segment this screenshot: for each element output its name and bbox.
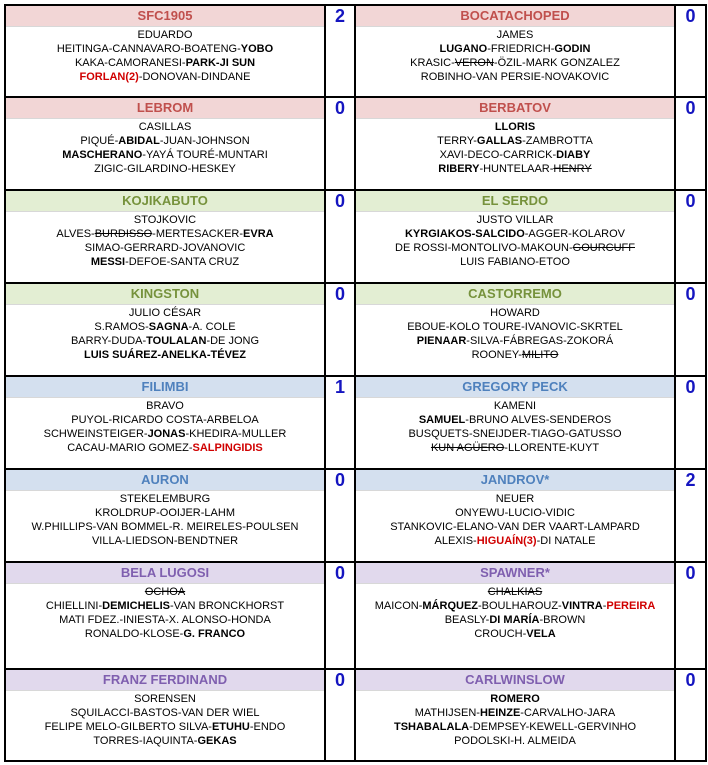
lineup-line bbox=[356, 120, 674, 134]
team-cell-away bbox=[355, 562, 675, 669]
player-name: KAKA-CAMORANESI- bbox=[74, 57, 186, 69]
lineup-line bbox=[356, 42, 674, 56]
lineup-line bbox=[6, 506, 324, 520]
player-name: LUIS SUÁREZ-ANELKA-TÉVEZ bbox=[84, 349, 246, 361]
player-name: EBOUE-KOLO TOURE-IVANOVIC-SKRTEL bbox=[407, 321, 623, 333]
player-name: -LLORENTE-KUYT bbox=[504, 442, 600, 454]
lineup-line bbox=[356, 255, 674, 269]
score-cell: 0 bbox=[675, 190, 706, 283]
player-name: BARRY-DUDA- bbox=[70, 335, 147, 347]
team-cell-home bbox=[5, 469, 325, 562]
score-cell: 2 bbox=[325, 5, 355, 97]
lineup-line bbox=[356, 227, 674, 241]
team-cell-away bbox=[355, 5, 675, 97]
player-name: DEMICHELIS bbox=[102, 600, 170, 612]
player-name: MESSI bbox=[90, 256, 126, 268]
lineup-line bbox=[6, 441, 324, 455]
player-name: -DONOVAN-DINDANE bbox=[138, 71, 251, 83]
player-name: KUN AGÜERO bbox=[430, 442, 505, 454]
player-name: - bbox=[602, 600, 607, 612]
matchup-row bbox=[5, 190, 706, 283]
lineup-line bbox=[6, 413, 324, 427]
score-cell: 1 bbox=[325, 376, 355, 469]
team-name: JANDROV* bbox=[356, 470, 674, 491]
score-cell: 0 bbox=[675, 562, 706, 669]
team-cell-home bbox=[5, 5, 325, 97]
team-name: BELA LUGOSI bbox=[6, 563, 324, 584]
lineup-line bbox=[356, 241, 674, 255]
lineup-line bbox=[6, 427, 324, 441]
team-name: CARLWINSLOW bbox=[356, 670, 674, 691]
team-cell-home bbox=[5, 190, 325, 283]
player-name: -BROWN bbox=[539, 614, 586, 626]
player-name: GALLAS bbox=[476, 135, 523, 147]
player-name: ROMERO bbox=[490, 693, 540, 705]
player-name: CHALKIAS bbox=[487, 586, 543, 598]
lineup-line bbox=[6, 334, 324, 348]
player-name: -A. COLE bbox=[188, 321, 236, 333]
lineup-line bbox=[6, 348, 324, 362]
lineup bbox=[6, 212, 324, 269]
team-name: GREGORY PECK bbox=[356, 377, 674, 398]
player-name: KYRGIAKOS-SALCIDO bbox=[404, 228, 525, 240]
player-name: FELIPE MELO-GILBERTO SILVA- bbox=[44, 721, 212, 733]
team-cell-home bbox=[5, 283, 325, 376]
lineup-line bbox=[356, 534, 674, 548]
team-cell-home bbox=[5, 669, 325, 761]
player-name: -BOULHAROUZ- bbox=[478, 600, 562, 612]
lineup-line bbox=[6, 148, 324, 162]
player-name: ONYEWU-LUCIO-VIDIC bbox=[455, 507, 575, 519]
player-name: SIMAO-GERRARD-JOVANOVIC bbox=[84, 242, 246, 254]
player-name: -SILVA-FÁBREGAS-ZOKORÁ bbox=[466, 335, 614, 347]
player-name: TSHABALALA bbox=[393, 721, 470, 733]
lineup bbox=[356, 305, 674, 362]
player-name: BUSQUETS-SNEIJDER-TIAGO-GATUSSO bbox=[408, 428, 622, 440]
player-name: PEREIRA bbox=[606, 600, 656, 612]
player-name: PIENAAR bbox=[416, 335, 467, 347]
team-name: BOCATACHOPED bbox=[356, 6, 674, 27]
player-name: -DEMPSEY-KEWELL-GERVINHO bbox=[469, 721, 637, 733]
lineup-line bbox=[6, 585, 324, 599]
player-name: LUGANO bbox=[439, 43, 488, 55]
player-name: GEKAS bbox=[197, 735, 237, 747]
lineup-line bbox=[6, 42, 324, 56]
lineup-line bbox=[356, 213, 674, 227]
player-name: ROONEY- bbox=[471, 349, 522, 361]
player-name: MASCHERANO bbox=[62, 149, 143, 161]
player-name: SAMUEL bbox=[418, 414, 466, 426]
matchup-row bbox=[5, 283, 706, 376]
lineup-line bbox=[6, 706, 324, 720]
lineup-line bbox=[356, 599, 674, 613]
lineup-line bbox=[6, 492, 324, 506]
player-name: PARK-JI SUN bbox=[185, 57, 256, 69]
player-name: BEASLY- bbox=[444, 614, 490, 626]
player-name: JULIO CÉSAR bbox=[128, 307, 202, 319]
player-name: HENRY bbox=[553, 163, 592, 175]
player-name: -FRIEDRICH- bbox=[487, 43, 555, 55]
lineup bbox=[356, 691, 674, 748]
lineup-line bbox=[6, 227, 324, 241]
team-name: FILIMBI bbox=[6, 377, 324, 398]
player-name: CASILLAS bbox=[138, 121, 192, 133]
player-name: VELA bbox=[526, 628, 556, 640]
player-name: -ENDO bbox=[249, 721, 286, 733]
score-cell: 0 bbox=[675, 283, 706, 376]
team-cell-home bbox=[5, 562, 325, 669]
player-name: DI MARÍA bbox=[489, 614, 540, 626]
player-name: ROBINHO-VAN PERSIE-NOVAKOVIC bbox=[420, 71, 610, 83]
player-name: KAMENI bbox=[493, 400, 537, 412]
lineup-line bbox=[356, 585, 674, 599]
lineup-line bbox=[356, 520, 674, 534]
player-name: SORENSEN bbox=[134, 693, 196, 705]
player-name: ALEXIS- bbox=[434, 535, 477, 547]
team-cell-away bbox=[355, 97, 675, 190]
lineup-line bbox=[6, 213, 324, 227]
player-name: STOJKOVIC bbox=[133, 214, 197, 226]
lineup bbox=[6, 398, 324, 455]
player-name: VILLA-LIEDSON-BENDTNER bbox=[91, 535, 239, 547]
player-name: MILITO bbox=[521, 349, 559, 361]
lineup-line bbox=[356, 413, 674, 427]
player-name: KRASIC- bbox=[410, 57, 455, 69]
player-name: CHIELLINI- bbox=[45, 600, 103, 612]
player-name: HEITINGA-CANNAVARO-BOATENG- bbox=[56, 43, 241, 55]
team-name: KINGSTON bbox=[6, 284, 324, 305]
matchup-row bbox=[5, 376, 706, 469]
team-name: SPAWNER* bbox=[356, 563, 674, 584]
lineup bbox=[6, 584, 324, 641]
matchup-table bbox=[4, 4, 707, 762]
lineup-line bbox=[6, 720, 324, 734]
lineup-line bbox=[6, 28, 324, 42]
player-name: TOULALAN bbox=[146, 335, 207, 347]
player-name: -CARVALHO-JARA bbox=[520, 707, 616, 719]
player-name: ZIGIC-GILARDINO-HESKEY bbox=[94, 163, 236, 175]
lineup bbox=[6, 27, 324, 84]
player-name: VERON bbox=[454, 57, 494, 69]
lineup-line bbox=[356, 613, 674, 627]
lineup-line bbox=[6, 241, 324, 255]
team-name: SFC1905 bbox=[6, 6, 324, 27]
team-cell-away bbox=[355, 190, 675, 283]
player-name: -DEFOE-SANTA CRUZ bbox=[125, 256, 240, 268]
team-name: CASTORREMO bbox=[356, 284, 674, 305]
lineup bbox=[356, 491, 674, 548]
matchup-row bbox=[5, 469, 706, 562]
player-name: TORRES-IAQUINTA- bbox=[93, 735, 198, 747]
player-name: MAICON- bbox=[374, 600, 423, 612]
lineup-line bbox=[356, 28, 674, 42]
lineup-line bbox=[6, 56, 324, 70]
lineup-line bbox=[356, 334, 674, 348]
player-name: ALVES- bbox=[56, 228, 95, 240]
player-name: LLORIS bbox=[494, 121, 536, 133]
team-name: AURON bbox=[6, 470, 324, 491]
player-name: S.RAMOS- bbox=[94, 321, 149, 333]
lineup-line bbox=[356, 56, 674, 70]
player-name: ETUHU bbox=[211, 721, 250, 733]
lineup-line bbox=[6, 692, 324, 706]
player-name: SQUILACCI-BASTOS-VAN DER WIEL bbox=[70, 707, 260, 719]
score-cell: 0 bbox=[325, 97, 355, 190]
player-name: -ÖZIL-MARK GONZALEZ bbox=[493, 57, 620, 69]
player-name: GODIN bbox=[554, 43, 591, 55]
score-cell: 0 bbox=[325, 190, 355, 283]
lineup-line bbox=[356, 734, 674, 748]
team-cell-away bbox=[355, 376, 675, 469]
lineup-line bbox=[356, 441, 674, 455]
player-name: JUSTO VILLAR bbox=[476, 214, 554, 226]
score-cell: 0 bbox=[675, 97, 706, 190]
lineup-line bbox=[356, 692, 674, 706]
player-name: CACAU-MARIO GOMEZ- bbox=[67, 442, 193, 454]
player-name: EDUARDO bbox=[137, 29, 193, 41]
player-name: CROUCH- bbox=[474, 628, 527, 640]
lineup bbox=[356, 212, 674, 269]
player-name: -DI NATALE bbox=[536, 535, 596, 547]
player-name: HEINZE bbox=[479, 707, 521, 719]
score-cell: 0 bbox=[325, 562, 355, 669]
lineup-line bbox=[356, 627, 674, 641]
lineup-line bbox=[6, 134, 324, 148]
score-cell: 0 bbox=[675, 669, 706, 761]
player-name: RONALDO-KLOSE- bbox=[84, 628, 184, 640]
lineup bbox=[356, 119, 674, 176]
player-name: -YAYÁ TOURÉ-MUNTARI bbox=[142, 149, 268, 161]
player-name: FORLAN(2) bbox=[79, 71, 139, 83]
player-name: KROLDRUP-OOIJER-LAHM bbox=[95, 507, 235, 519]
score-cell: 0 bbox=[325, 469, 355, 562]
player-name: -ZAMBROTTA bbox=[522, 135, 593, 147]
player-name: XAVI-DECO-CARRICK- bbox=[439, 149, 557, 161]
player-name: DE ROSSI-MONTOLIVO-MAKOUN- bbox=[395, 242, 573, 254]
player-name: MATHIJSEN- bbox=[414, 707, 480, 719]
lineup-line bbox=[6, 520, 324, 534]
player-name: HIGUAÍN(3) bbox=[476, 535, 537, 547]
lineup-line bbox=[356, 492, 674, 506]
lineup-line bbox=[356, 134, 674, 148]
player-name: VINTRA bbox=[561, 600, 603, 612]
matchup-row bbox=[5, 669, 706, 761]
player-name: ABIDAL bbox=[118, 135, 160, 147]
lineup-line bbox=[6, 320, 324, 334]
score-cell: 0 bbox=[325, 283, 355, 376]
score-cell: 0 bbox=[675, 5, 706, 97]
player-name: STANKOVIC-ELANO-VAN DER VAART-LAMPARD bbox=[390, 521, 640, 533]
player-name: TERRY- bbox=[437, 135, 477, 147]
lineup-line bbox=[6, 255, 324, 269]
team-cell-away bbox=[355, 669, 675, 761]
lineup-line bbox=[6, 306, 324, 320]
lineup-line bbox=[6, 613, 324, 627]
player-name: PODOLSKI-H. ALMEIDA bbox=[454, 735, 576, 747]
team-name: BERBATOV bbox=[356, 98, 674, 119]
player-name: SCHWEINSTEIGER- bbox=[43, 428, 148, 440]
player-name: -DE JONG bbox=[206, 335, 260, 347]
player-name: RIBERY bbox=[438, 163, 480, 175]
team-name: FRANZ FERDINAND bbox=[6, 670, 324, 691]
matchup-row bbox=[5, 97, 706, 190]
lineup-line bbox=[6, 399, 324, 413]
player-name: -JUAN-JOHNSON bbox=[159, 135, 250, 147]
player-name: -MERTESACKER- bbox=[152, 228, 244, 240]
score-cell: 0 bbox=[675, 376, 706, 469]
lineup-line bbox=[6, 534, 324, 548]
player-name: HOWARD bbox=[490, 307, 540, 319]
player-name: LUIS FABIANO-ETOO bbox=[460, 256, 570, 268]
player-name: JONAS bbox=[147, 428, 186, 440]
team-cell-away bbox=[355, 469, 675, 562]
player-name: NEUER bbox=[495, 493, 535, 505]
player-name: -VAN BRONCKHORST bbox=[170, 600, 285, 612]
lineup-line bbox=[356, 506, 674, 520]
player-name: BRAVO bbox=[146, 400, 184, 412]
lineup-line bbox=[6, 70, 324, 84]
player-name: JAMES bbox=[496, 29, 534, 41]
lineup-line bbox=[356, 320, 674, 334]
player-name: -BRUNO ALVES-SENDEROS bbox=[465, 414, 612, 426]
lineup bbox=[356, 584, 674, 641]
player-name: YOBO bbox=[240, 43, 274, 55]
lineup-line bbox=[6, 627, 324, 641]
player-name: EVRA bbox=[243, 228, 274, 240]
lineup-line bbox=[356, 706, 674, 720]
lineup-line bbox=[6, 162, 324, 176]
lineup-line bbox=[6, 120, 324, 134]
player-name: OCHOA bbox=[144, 586, 186, 598]
lineup-line bbox=[356, 306, 674, 320]
player-name: G. FRANCO bbox=[183, 628, 246, 640]
player-name: STEKELEMBURG bbox=[119, 493, 211, 505]
player-name: BURDISSO bbox=[94, 228, 153, 240]
lineup-line bbox=[356, 399, 674, 413]
player-name: GOURCUFF bbox=[572, 242, 635, 254]
player-name: -HUNTELAAR- bbox=[479, 163, 554, 175]
lineup-line bbox=[356, 70, 674, 84]
lineup bbox=[356, 27, 674, 84]
team-cell-home bbox=[5, 376, 325, 469]
team-cell-away bbox=[355, 283, 675, 376]
player-name: SAGNA bbox=[148, 321, 189, 333]
score-cell: 0 bbox=[325, 669, 355, 761]
player-name: SALPINGIDIS bbox=[192, 442, 263, 454]
player-name: MATI FDEZ.-INIESTA-X. ALONSO-HONDA bbox=[59, 614, 271, 626]
lineup bbox=[6, 691, 324, 748]
lineup bbox=[6, 491, 324, 548]
team-name: KOJIKABUTO bbox=[6, 191, 324, 212]
score-cell: 2 bbox=[675, 469, 706, 562]
lineup-line bbox=[356, 427, 674, 441]
lineup bbox=[356, 398, 674, 455]
fantasy-league-results bbox=[4, 4, 707, 762]
team-name: EL SERDO bbox=[356, 191, 674, 212]
lineup-line bbox=[356, 720, 674, 734]
lineup-line bbox=[356, 348, 674, 362]
lineup-line bbox=[356, 148, 674, 162]
player-name: W.PHILLIPS-VAN BOMMEL-R. MEIRELES-POULSEN bbox=[31, 521, 299, 533]
player-name: -AGGER-KOLAROV bbox=[524, 228, 626, 240]
player-name: DIABY bbox=[556, 149, 591, 161]
lineup-line bbox=[6, 599, 324, 613]
matchup-row bbox=[5, 5, 706, 97]
team-cell-home bbox=[5, 97, 325, 190]
lineup bbox=[6, 305, 324, 362]
player-name: PIQUÉ- bbox=[80, 135, 119, 147]
lineup bbox=[6, 119, 324, 176]
lineup-line bbox=[356, 162, 674, 176]
team-name: LEBROM bbox=[6, 98, 324, 119]
player-name: PUYOL-RICARDO COSTA-ARBELOA bbox=[71, 414, 259, 426]
player-name: MÁRQUEZ bbox=[422, 600, 478, 612]
matchup-row bbox=[5, 562, 706, 669]
player-name: -KHEDIRA-MULLER bbox=[185, 428, 287, 440]
lineup-line bbox=[6, 734, 324, 748]
